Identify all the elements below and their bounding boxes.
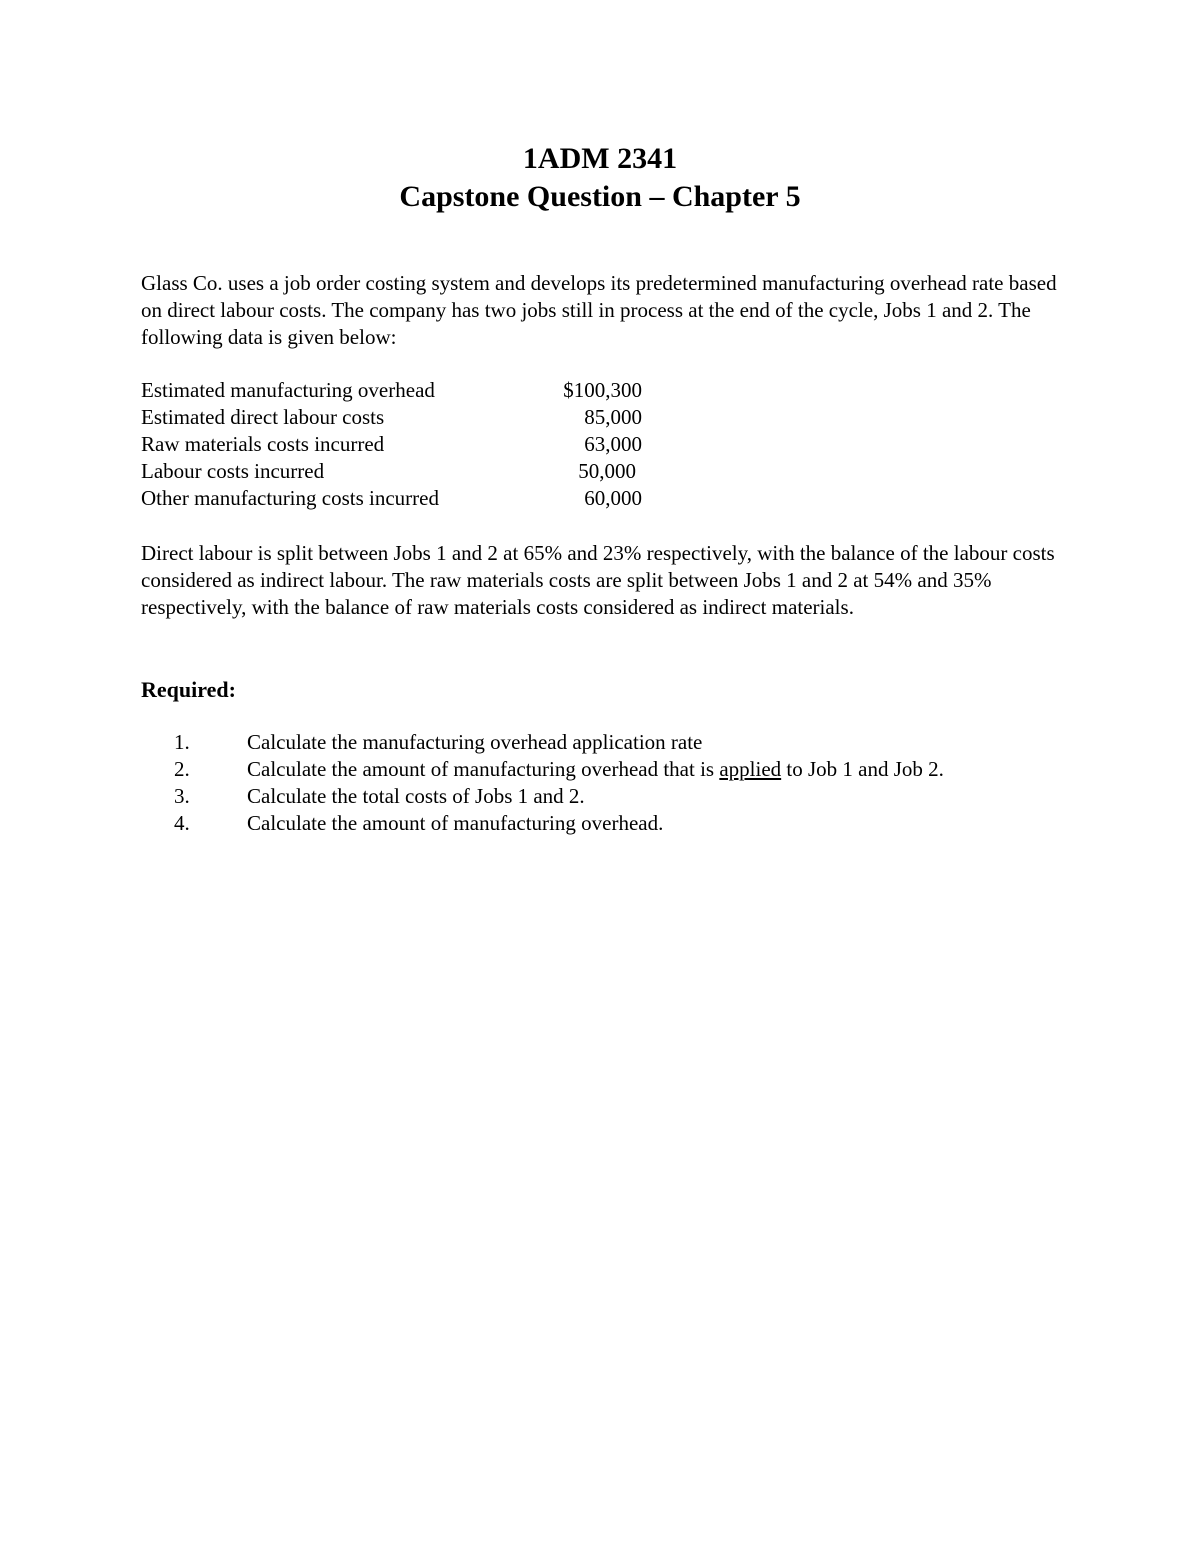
underlined-word: applied: [719, 757, 782, 781]
list-item-text: Calculate the manufacturing overhead application rate: [247, 730, 703, 754]
list-item-text: Calculate the total costs of Jobs 1 and 2.: [247, 784, 585, 808]
list-item-number: 3.: [174, 784, 190, 808]
list-item-text: Calculate the amount of manufacturing overhead.: [247, 811, 664, 835]
required-heading: Required:: [141, 677, 236, 702]
list-item-text: [247, 756, 944, 783]
page-title: Capstone Question – Chapter 5: [399, 180, 801, 213]
list-item-text-after: to Job 1 and Job 2.: [781, 757, 944, 781]
data-value: 63,000: [584, 432, 642, 456]
data-row: [141, 485, 661, 512]
data-label: Labour costs incurred: [141, 459, 325, 483]
data-value: 60,000: [584, 486, 642, 510]
intro-paragraph: Glass Co. uses a job order costing system and develops its predetermined manufacturing overhead rate based on direct labour costs. The company has two jobs still in process at the end of the cycle, Jobs 1 and 2. The following data is given below:: [141, 271, 1057, 349]
data-label: Other manufacturing costs incurred: [141, 486, 439, 510]
required-list: [141, 729, 1061, 837]
list-item-text-before: Calculate the amount of manufacturing overhead that is: [247, 757, 720, 781]
data-row: [141, 458, 661, 485]
data-row: [141, 404, 661, 431]
data-row: [141, 431, 661, 458]
split-paragraph: Direct labour is split between Jobs 1 and 2 at 65% and 23% respectively, with the balance of the labour costs considered as indirect labour. The raw materials costs are split between Jobs 1 and 2 at 54% and 35% respectively, with the balance of raw materials costs considered as indirect materials.: [141, 541, 1055, 619]
list-item-number: 2.: [174, 757, 190, 781]
list-item: [141, 783, 1061, 810]
data-label: Raw materials costs incurred: [141, 432, 385, 456]
list-item-number: 1.: [174, 730, 190, 754]
data-value: 85,000: [584, 405, 642, 429]
list-item-number: 4.: [174, 811, 190, 835]
course-code: 1ADM 2341: [522, 142, 678, 175]
data-label: Estimated direct labour costs: [141, 405, 385, 429]
data-value: $100,300: [563, 378, 642, 402]
document-title-block: [0, 140, 1200, 216]
list-item: [141, 810, 1061, 837]
list-item: [141, 729, 1061, 756]
data-value: 50,000: [578, 459, 636, 483]
list-item: [141, 756, 1061, 783]
data-row: [141, 377, 661, 404]
data-label: Estimated manufacturing overhead: [141, 378, 435, 402]
given-data-table: [141, 377, 661, 512]
